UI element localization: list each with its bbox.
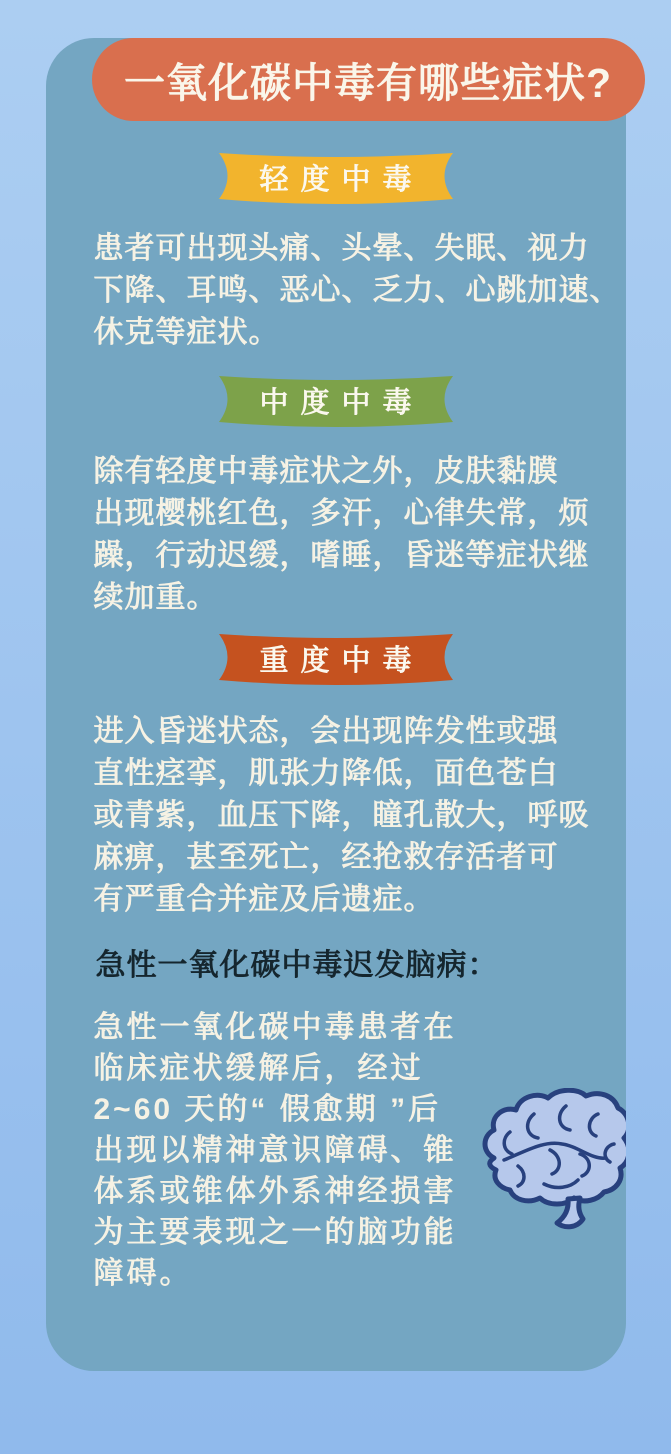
text-line: 进入昏迷状态，会出现阵发性或强 xyxy=(93,715,559,748)
ribbon-moderate-poisoning xyxy=(216,370,456,428)
title-banner xyxy=(92,38,645,121)
page-title: 一氧化碳中毒有哪些症状? xyxy=(123,60,613,106)
text-line: 急性一氧化碳中毒患者在 xyxy=(93,1011,457,1044)
text-line: 麻痹，甚至死亡，经抢救存活者可 xyxy=(93,841,559,874)
text-line: 出现樱桃红色，多汗，心律失常，烦 xyxy=(93,497,590,530)
ribbon-severe-label: 重度中毒 xyxy=(259,645,424,677)
ribbon-mild-poisoning xyxy=(216,147,456,205)
delayed-encephalopathy-text xyxy=(94,1007,616,1294)
text-line: 直性痉挛，肌张力降低，面色苍白 xyxy=(93,757,559,790)
ribbon-mild-label: 轻度中毒 xyxy=(259,164,424,196)
mild-symptoms-text xyxy=(93,228,621,354)
text-line: 或青紫，血压下降，瞳孔散大，呼吸 xyxy=(93,799,590,832)
infographic-card xyxy=(46,38,626,1371)
delayed-encephalopathy-heading: 急性一氧化碳中毒迟发脑病： xyxy=(95,949,499,982)
text-line: 为主要表现之一的脑功能 xyxy=(93,1216,457,1249)
text-line: 除有轻度中毒症状之外，皮肤黏膜 xyxy=(93,455,559,488)
text-line: 患者可出现头痛、头晕、失眠、视力 xyxy=(93,232,590,265)
text-line: 下降、耳鸣、恶心、乏力、心跳加速、 xyxy=(93,274,621,307)
text-line: 续加重。 xyxy=(93,581,218,614)
text-line: 出现以精神意识障碍、锥 xyxy=(93,1134,457,1167)
severe-symptoms-text xyxy=(94,711,616,921)
moderate-symptoms-text xyxy=(94,451,616,619)
text-line: 有严重合并症及后遗症。 xyxy=(93,883,435,916)
text-line: 障碍。 xyxy=(93,1257,193,1290)
page-background xyxy=(0,38,671,1454)
text-line: 2~60 天的“ 假愈期 ”后 xyxy=(93,1093,442,1126)
ribbon-severe-poisoning xyxy=(216,628,456,686)
text-line: 体系或锥体外系神经损害 xyxy=(93,1175,457,1208)
text-line: 休克等症状。 xyxy=(93,316,280,349)
text-line: 躁，行动迟缓，嗜睡，昏迷等症状继 xyxy=(93,539,590,572)
text-line: 临床症状缓解后，经过 xyxy=(93,1052,424,1085)
ribbon-moderate-label: 中度中毒 xyxy=(259,387,424,419)
